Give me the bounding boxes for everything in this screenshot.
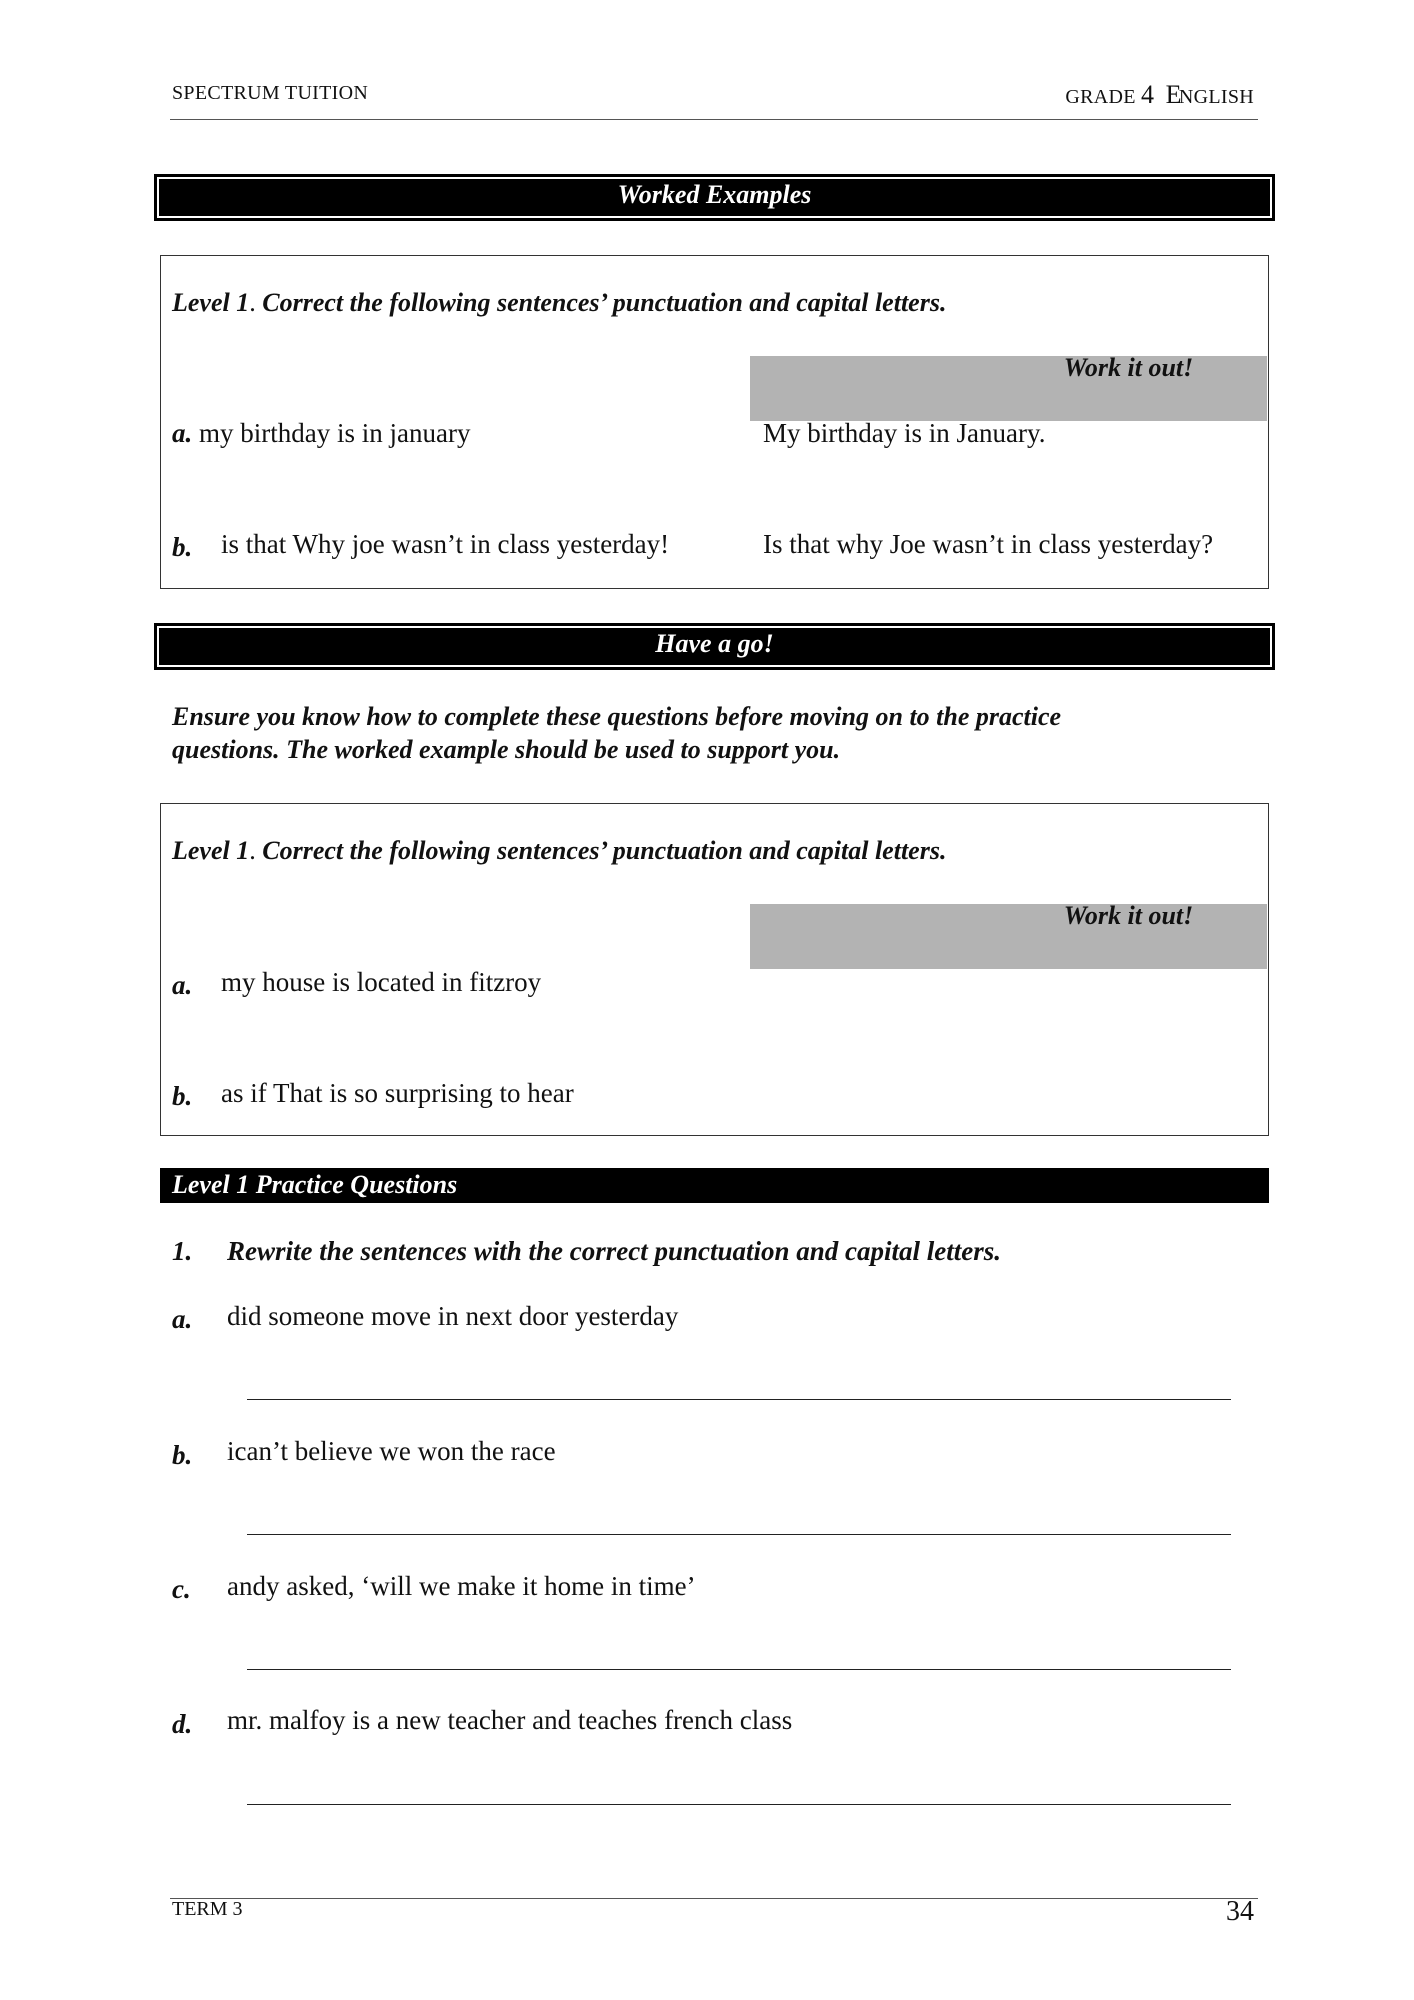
answer-line[interactable] xyxy=(247,1534,1231,1535)
practice-item-c-letter: c. xyxy=(172,1574,191,1604)
header-grade-number: 4 xyxy=(1141,80,1155,109)
have-a-go-intro-line1: Ensure you know how to complete these questions before moving on to the practice xyxy=(172,702,1062,731)
worked-instruction-level: Level 1 xyxy=(172,288,250,317)
header-divider xyxy=(170,119,1258,120)
worked-item-b-letter: b. xyxy=(172,532,193,562)
practice-item-c-sentence: andy asked, ‘will we make it home in time’ xyxy=(227,1571,696,1601)
worked-item-b-question: is that Why joe wasn’t in class yesterday! xyxy=(221,529,670,559)
header-subject-initial: E xyxy=(1165,80,1182,109)
practice-question-number: 1. xyxy=(172,1236,193,1266)
practice-item-d-sentence: mr. malfoy is a new teacher and teaches french class xyxy=(227,1705,793,1735)
have-a-go-item-a-letter: a. xyxy=(172,970,193,1000)
page-number: 34 xyxy=(1226,1896,1254,1927)
answer-line[interactable] xyxy=(247,1399,1231,1400)
header-title: SPECTRUM TUITION xyxy=(172,82,369,104)
have-a-go-banner xyxy=(154,623,1275,670)
answer-line[interactable] xyxy=(247,1669,1231,1670)
header-grade-label: GRADE xyxy=(1065,86,1136,108)
have-a-go-instruction-level: Level 1 xyxy=(172,836,250,865)
worked-answer-a: My birthday is in January. xyxy=(763,418,1046,448)
answer-line[interactable] xyxy=(247,1804,1231,1805)
worked-examples-title: Worked Examples xyxy=(617,180,812,209)
have-a-go-work-it-out-label: Work it out! xyxy=(1063,901,1194,930)
have-a-go-title: Have a go! xyxy=(655,629,774,658)
worked-instruction-dot: . xyxy=(249,288,256,317)
have-a-go-item-b-question: as if That is so surprising to hear xyxy=(221,1078,574,1108)
item-question: my birthday is in january xyxy=(199,418,471,448)
footer-divider xyxy=(170,1898,1258,1899)
practice-heading: Level 1 Practice Questions xyxy=(160,1168,1269,1203)
worked-instruction-text: Correct the following sentences’ punctuation and capital letters. xyxy=(262,288,947,317)
have-a-go-intro-line2: questions. The worked example should be used to support you. xyxy=(172,735,841,764)
have-a-go-item-b-letter: b. xyxy=(172,1081,193,1111)
header-subject-rest: NGLISH xyxy=(1178,86,1254,108)
practice-item-b-letter: b. xyxy=(172,1440,193,1470)
practice-item-a-sentence: did someone move in next door yesterday xyxy=(227,1301,679,1331)
worked-item-a xyxy=(172,418,470,449)
footer-term: TERM 3 xyxy=(172,1898,243,1920)
worked-examples-banner xyxy=(154,174,1275,221)
worked-answer-b: Is that why Joe wasn’t in class yesterday? xyxy=(763,529,1214,559)
header-subject xyxy=(1065,80,1254,110)
practice-item-d-letter: d. xyxy=(172,1709,193,1739)
worked-work-it-out-label: Work it out! xyxy=(1063,353,1194,382)
practice-item-a-letter: a. xyxy=(172,1304,193,1334)
have-a-go-item-a-question: my house is located in fitzroy xyxy=(221,967,542,997)
have-a-go-instruction-text: Correct the following sentences’ punctuation and capital letters. xyxy=(262,836,947,865)
have-a-go-instruction-dot: . xyxy=(249,836,256,865)
practice-item-b-sentence: ican’t believe we won the race xyxy=(227,1436,556,1466)
have-a-go-instruction xyxy=(172,836,946,866)
worked-instruction xyxy=(172,288,946,318)
item-letter: a. xyxy=(172,418,193,448)
practice-question-text: Rewrite the sentences with the correct punctuation and capital letters. xyxy=(227,1236,1002,1266)
